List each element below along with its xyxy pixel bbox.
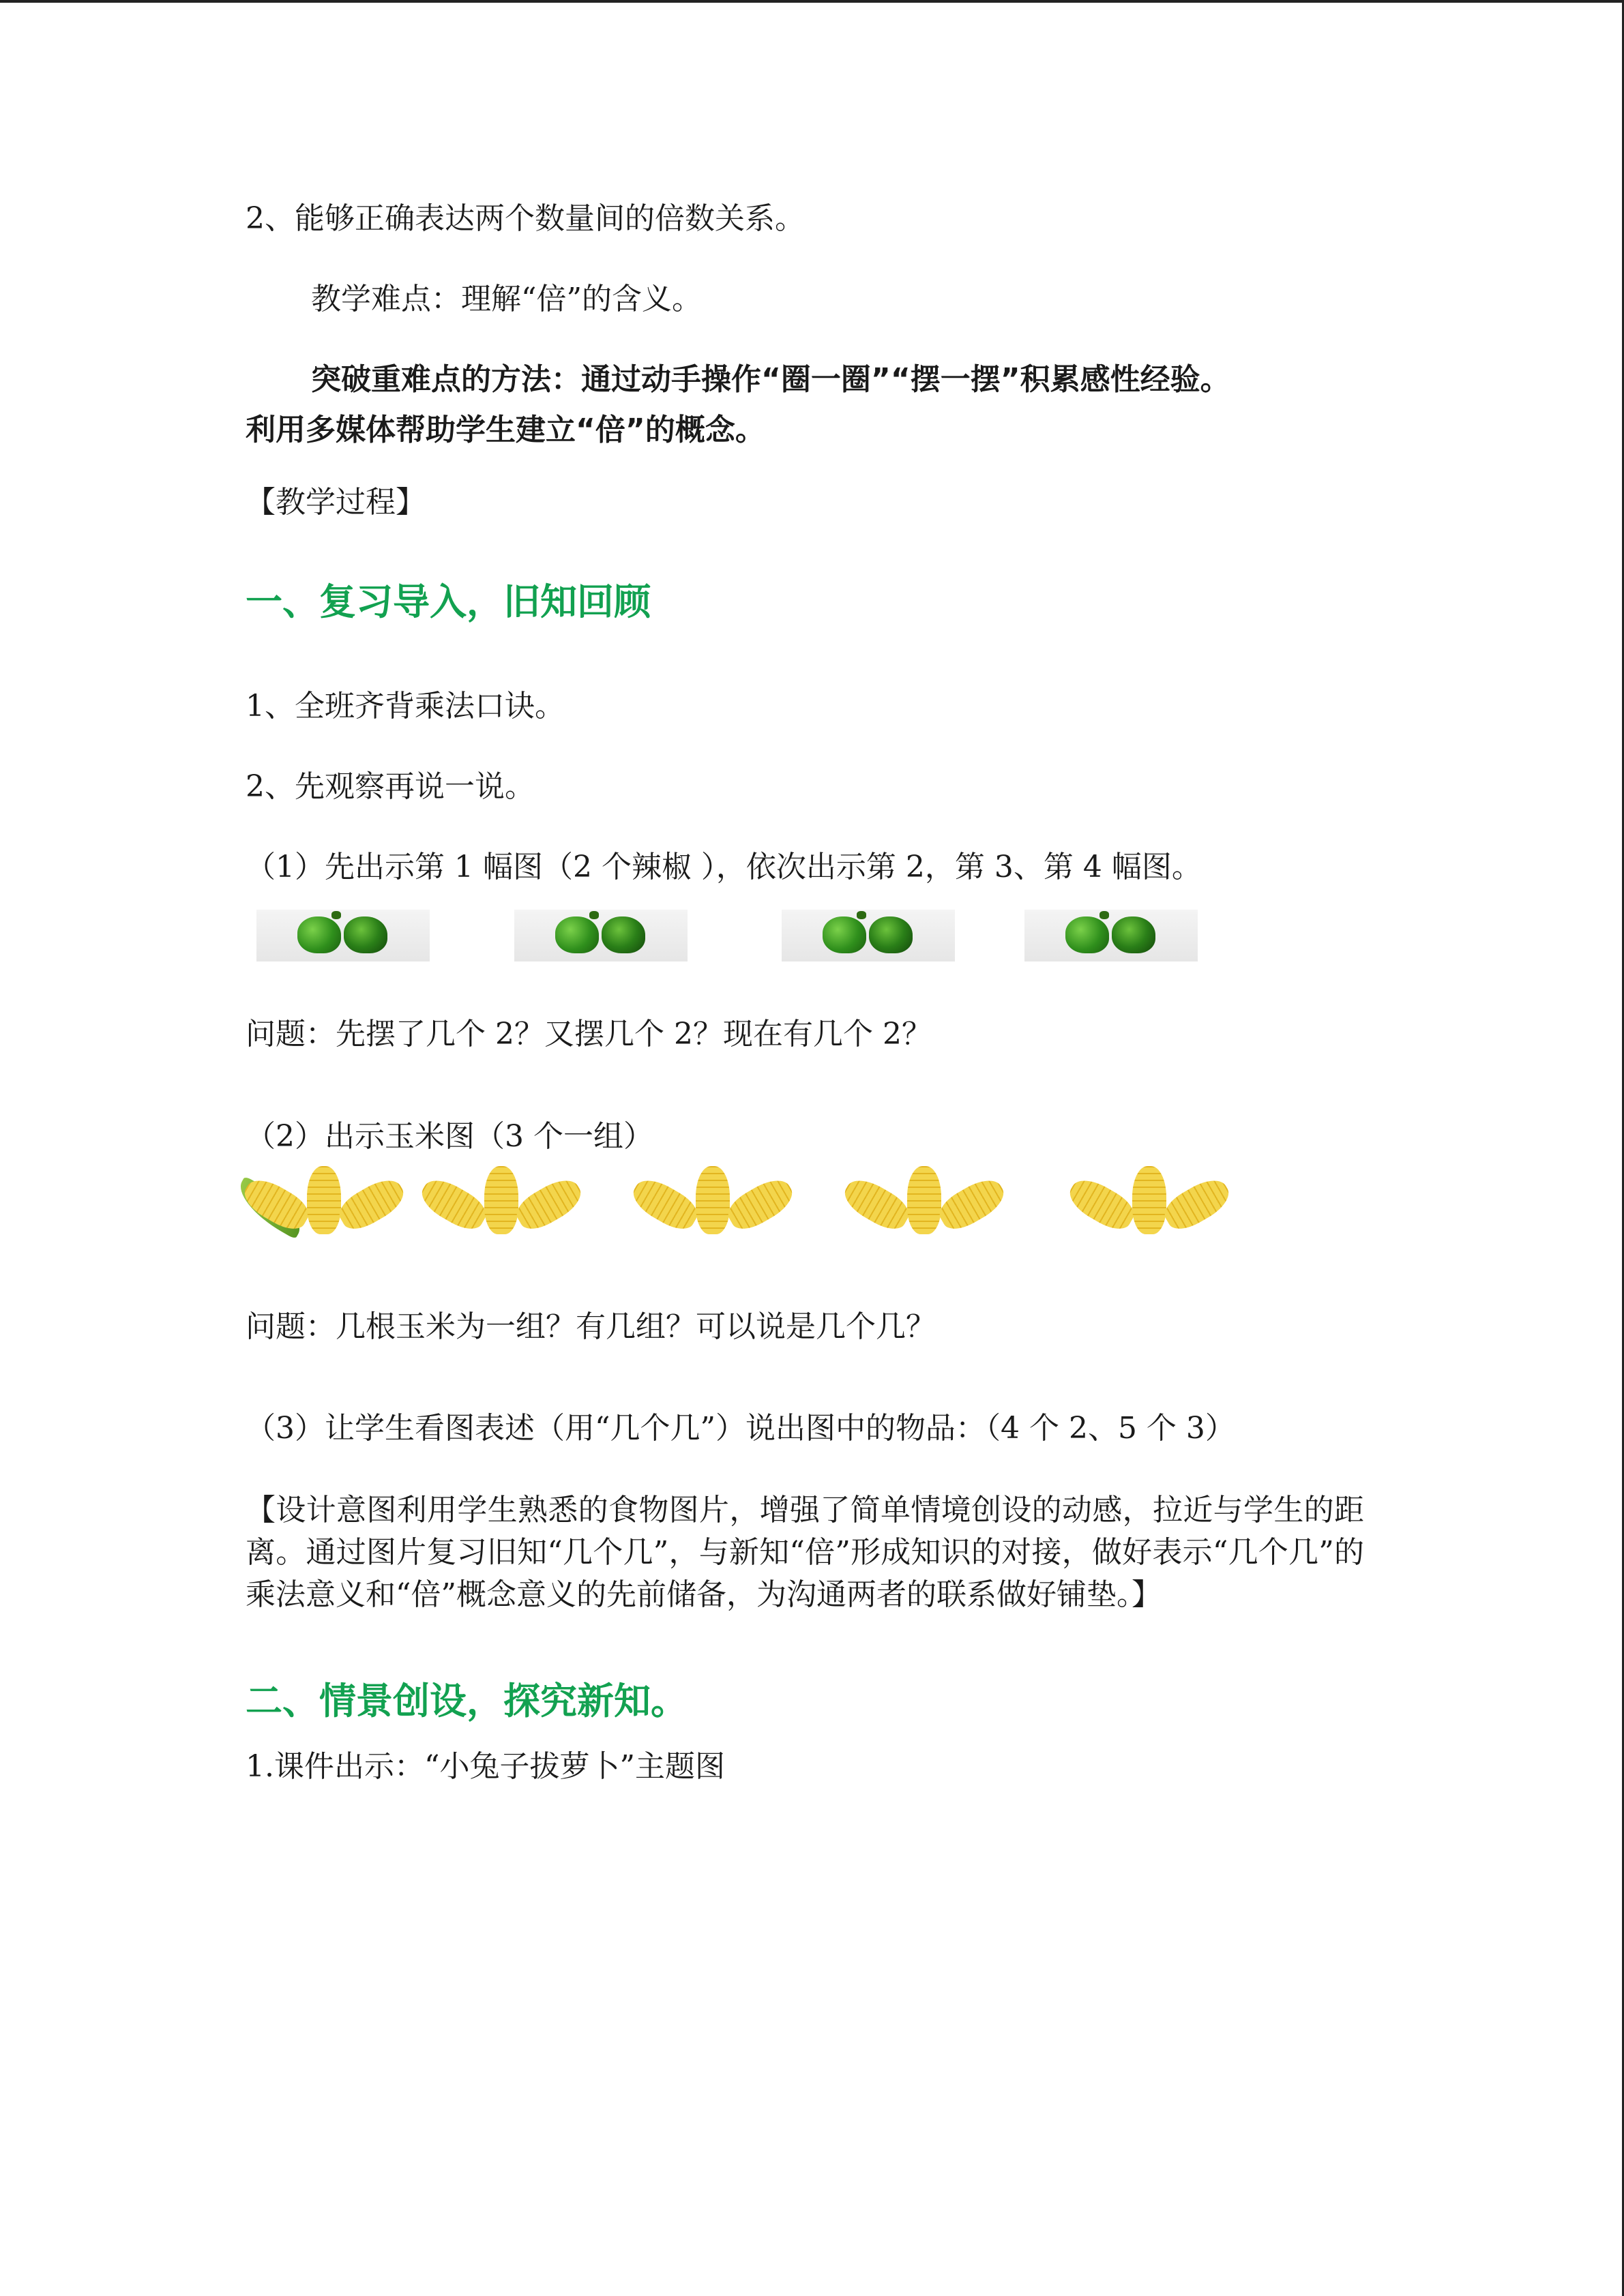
sub-item-2: （2）出示玉米图（3 个一组）: [246, 1119, 653, 1154]
sub-item-1: （1）先出示第 1 幅图（2 个辣椒 ），依次出示第 2，第 3、第 4 幅图。: [246, 850, 1202, 884]
design-intent-paragraph: 【设计意图利用学生熟悉的食物图片，增强了简单情境创设的动感，拉近与学生的距离。通过图片复习旧知“几个几”，与新知“倍”形成知识的对接，做好表示“几个几”的乘法意义和“倍”概念意义的先前储备，为沟通两者的联系做好铺垫。】: [246, 1493, 1364, 1612]
sub-item-3: （3）让学生看图表述（用“几个几”）说出图中的物品：（4 个 2、5 个 3）: [246, 1411, 1235, 1446]
teaching-difficulty: 教学难点：理解“倍”的含义。: [311, 282, 702, 316]
corn-image: [846, 1170, 1003, 1238]
question-2: 问题：几根玉米为一组？有几组？可以说是几个几？: [246, 1309, 936, 1344]
pepper-image: [1024, 910, 1198, 961]
section-1-heading: 一、复习导入，旧知回顾: [246, 580, 651, 623]
section-2-heading: 二、情景创设，探究新知。: [246, 1680, 688, 1723]
corn-image: [1071, 1170, 1228, 1238]
page-top-border: [0, 0, 1624, 3]
goal-2: 2、能够正确表达两个数量间的倍数关系。: [246, 201, 805, 236]
pepper-image: [782, 910, 955, 961]
item-2: 2、先观察再说一说。: [246, 769, 535, 804]
corn-image: [634, 1170, 791, 1238]
corn-image: [246, 1170, 402, 1238]
courseware-line: 1.课件出示：“小兔子拔萝卜”主题图: [246, 1749, 725, 1784]
item-1: 1、全班齐背乘法口诀。: [246, 689, 565, 724]
method-line-2: 利用多媒体帮助学生建立“倍”的概念。: [246, 413, 765, 447]
method-line-1: 突破重难点的方法：通过动手操作“圈一圈”“摆一摆”积累感性经验。: [311, 362, 1230, 397]
corn-image: [423, 1170, 580, 1238]
pepper-image: [256, 910, 430, 961]
question-1: 问题：先摆了几个 2？又摆几个 2？现在有几个 2？: [246, 1017, 932, 1052]
pepper-image: [514, 910, 688, 961]
teaching-process-heading: 【教学过程】: [246, 485, 426, 520]
